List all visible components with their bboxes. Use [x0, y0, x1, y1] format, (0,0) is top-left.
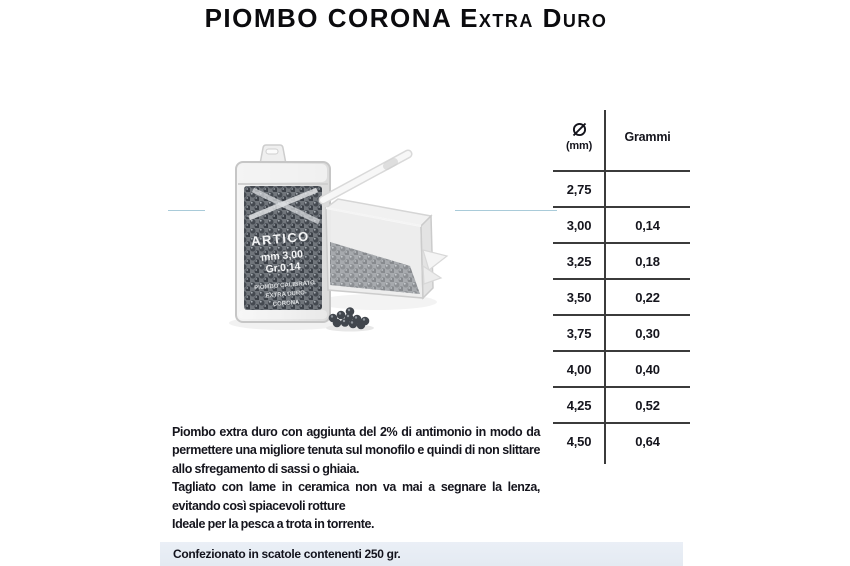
grams-cell: 0,18	[635, 253, 660, 269]
table-row	[553, 424, 690, 458]
box-label-tiny1: PIOMBO CALIBRATO	[254, 280, 316, 292]
diameter-column-header	[553, 103, 605, 170]
table-header-row	[553, 103, 690, 172]
diameter-unit-label: (mm)	[565, 140, 593, 152]
mm-cell: 2,75	[566, 181, 592, 197]
mm-cell: 3,25	[566, 253, 592, 269]
grams-cell: 0,64	[635, 433, 660, 449]
grams-cell: 0,22	[635, 289, 660, 305]
grams-cell: 0,14	[635, 217, 660, 233]
description-paragraph-1: Piombo extra duro con aggiunta del 2% di antimonio in modo da permettere una migliore tenuta sul monofilo e quindi di non slittare allo sfregamento di sassi o ghiaia.	[172, 425, 540, 476]
box-label-tiny3: CORONA	[272, 299, 300, 309]
shot-pile	[326, 307, 374, 331]
page-title-sub: Extra Duro	[460, 3, 608, 33]
mm-cell: 4,25	[566, 397, 592, 413]
mm-cell: 3,00	[566, 217, 592, 233]
box-label-brand: ARTICO	[250, 228, 311, 249]
page-title-main: PIOMBO CORONA	[204, 3, 452, 33]
box-label-weight: Gr.0,14	[265, 260, 301, 276]
upright-box	[236, 145, 330, 322]
product-photo-art	[205, 138, 455, 338]
footer-band	[160, 542, 683, 566]
page-title	[0, 3, 812, 34]
product-photo	[205, 138, 455, 338]
grams-column-header: Grammi	[624, 129, 671, 144]
mm-cell: 4,50	[566, 433, 592, 449]
box-label-size: mm 3,00	[260, 248, 304, 264]
table-row	[553, 172, 690, 208]
table-row	[553, 388, 690, 424]
mm-cell: 3,75	[566, 325, 592, 341]
packaging-note: Confezionato in scatole contenenti 250 gr.	[173, 547, 401, 561]
diameter-icon	[571, 121, 588, 138]
description-paragraph-3: Ideale per la pesca a trota in torrente.	[172, 517, 375, 532]
product-description	[172, 423, 540, 533]
grams-cell: 0,52	[635, 397, 660, 413]
lying-box	[326, 199, 447, 298]
table-row	[553, 280, 690, 316]
box-label-tiny2: EXTRA DURO	[265, 290, 306, 300]
table-row	[553, 244, 690, 280]
description-paragraph-2: Tagliato con lame in ceramica non va mai a segnare la lenza, evitando così spiacevoli rotture	[172, 480, 540, 513]
mm-cell: 3,50	[566, 289, 592, 305]
table-column-divider	[604, 110, 606, 464]
dispenser-tube	[323, 154, 408, 200]
spec-table	[545, 103, 695, 467]
grams-cell: 0,40	[635, 361, 660, 377]
table-row	[553, 316, 690, 352]
mm-cell: 4,00	[566, 361, 592, 377]
table-row	[553, 208, 690, 244]
table-row	[553, 352, 690, 388]
grams-cell: 0,30	[635, 325, 660, 341]
